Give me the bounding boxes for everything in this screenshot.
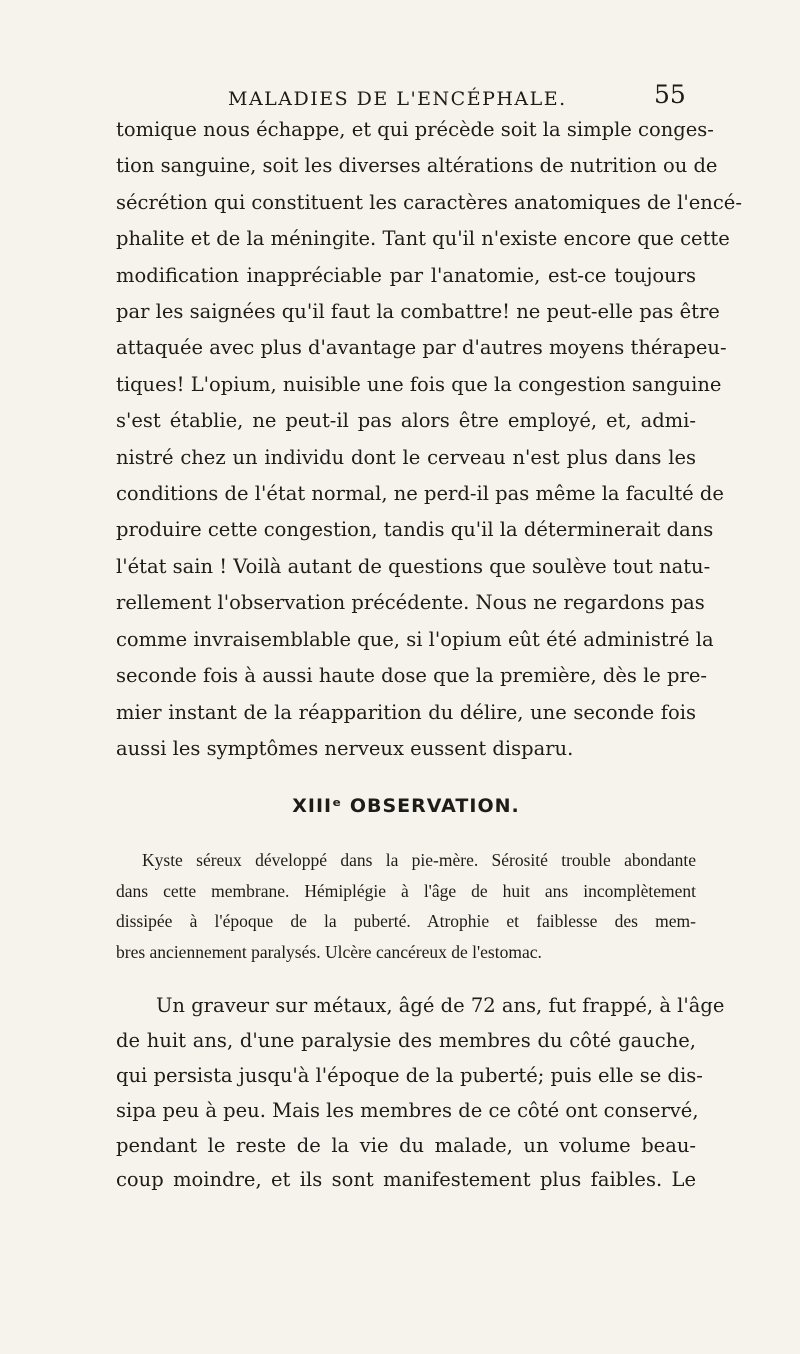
summary-line: dans cette membrane. Hémiplégie à l'âge de huit ans incomplètement <box>116 880 696 901</box>
text-line: seconde fois à aussi haute dose que la première, dès le pre- <box>116 664 707 688</box>
text-block <box>116 112 742 1198</box>
text-line: qui persista jusqu'à l'époque de la puberté; puis elle se dis- <box>116 1063 703 1087</box>
summary-line: Kyste séreux développé dans la pie-mère. Sérosité trouble abondante <box>142 850 696 871</box>
text-line: conditions de l'état normal, ne perd-il pas même la faculté de <box>116 482 724 506</box>
text-line: modification inappréciable par l'anatomie, est-ce toujours <box>116 263 696 287</box>
text-line: sipa peu à peu. Mais les membres de ce côté ont conservé, <box>116 1098 699 1122</box>
text-line: comme invraisemblable que, si l'opium eût été administré la <box>116 627 714 651</box>
summary-line: dissipée à l'époque de la puberté. Atrophie et faiblesse des mem- <box>116 911 696 932</box>
text-line: s'est établie, ne peut-il pas alors être employé, et, admi- <box>116 409 696 433</box>
text-line: Un graveur sur métaux, âgé de 72 ans, fut frappé, à l'âge <box>156 994 725 1018</box>
text-line-last: aussi les symptômes nerveux eussent disparu. <box>116 736 574 760</box>
running-title: MALADIES DE L'ENCÉPHALE. <box>228 88 567 110</box>
observation-paragraph <box>116 989 725 1198</box>
text-line: coup moindre, et ils sont manifestement plus faibles. Le <box>116 1168 696 1192</box>
text-line: phalite et de la méningite. Tant qu'il n'existe encore que cette <box>116 227 730 251</box>
text-line: par les saignées qu'il faut la combattre! ne peut-elle pas être <box>116 300 720 324</box>
text-line: produire cette congestion, tandis qu'il la déterminerait dans <box>116 518 714 542</box>
text-line: rellement l'observation précédente. Nous ne regardons pas <box>116 591 705 615</box>
paragraph-continued <box>116 112 742 767</box>
text-line: tion sanguine, soit les diverses altérations de nutrition ou de <box>116 154 718 178</box>
text-line: de huit ans, d'une paralysie des membres du côté gauche, <box>116 1029 696 1053</box>
summary-line-last: bres anciennement paralysés. Ulcère cancéreux de l'estomac. <box>116 941 542 962</box>
text-line: sécrétion qui constituent les caractères anatomiques de l'encé- <box>116 190 742 214</box>
observation-summary <box>116 845 696 967</box>
text-line: nistré chez un individu dont le cerveau n'est plus dans les <box>116 445 696 469</box>
text-line: l'état sain ! Voilà autant de questions que soulève tout natu- <box>116 554 711 578</box>
text-line: tomique nous échappe, et qui précède soit la simple conges- <box>116 118 714 141</box>
text-line: pendant le reste de la vie du malade, un volume beau- <box>116 1133 696 1157</box>
page-number: 55 <box>654 80 686 109</box>
text-line: tiques! L'opium, nuisible une fois que la congestion sanguine <box>116 372 722 396</box>
text-line: attaquée avec plus d'avantage par d'autres moyens thérapeu- <box>116 336 727 360</box>
section-heading: XIIIᵉ OBSERVATION. <box>292 795 520 818</box>
text-line: mier instant de la réapparition du délire, une seconde fois <box>116 700 696 724</box>
